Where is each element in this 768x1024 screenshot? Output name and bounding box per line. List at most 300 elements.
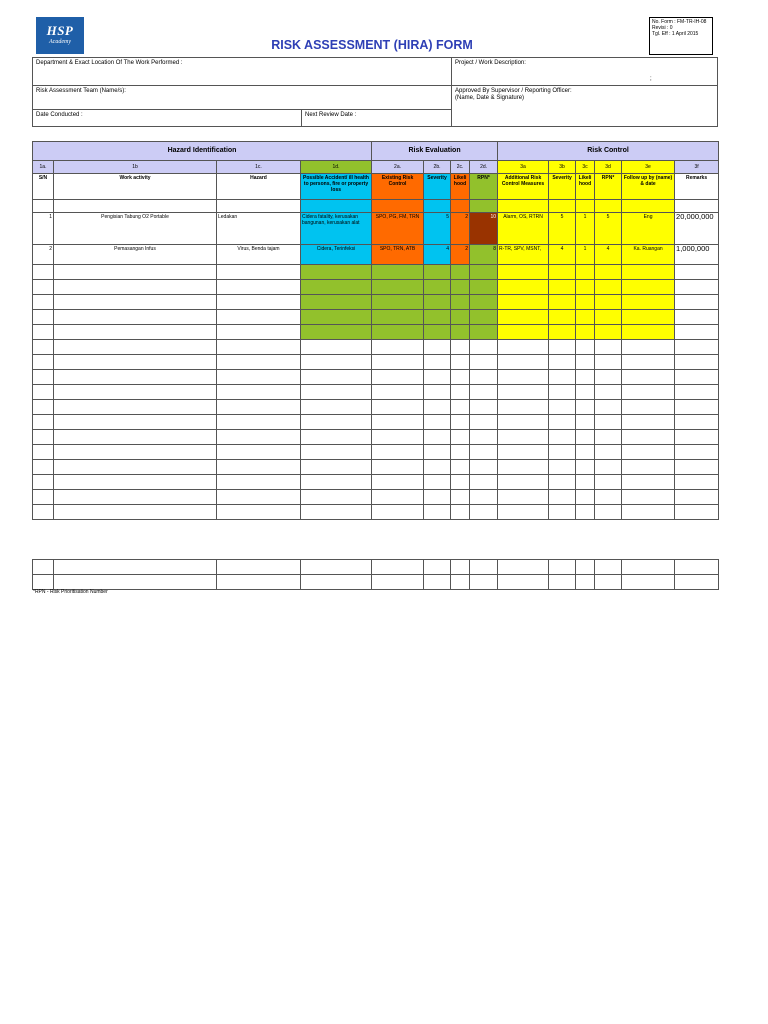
- empty-cell[interactable]: [217, 340, 301, 355]
- empty-cell[interactable]: [301, 310, 372, 325]
- empty-cell[interactable]: [675, 265, 719, 280]
- empty-cell[interactable]: [217, 310, 301, 325]
- empty-cell[interactable]: [470, 490, 498, 505]
- empty-cell[interactable]: [33, 490, 54, 505]
- empty-cell[interactable]: [595, 575, 622, 590]
- empty-cell[interactable]: [595, 460, 622, 475]
- empty-cell[interactable]: [675, 400, 719, 415]
- row-accident[interactable]: Cidera fatality, kerusakan bangunan, kerusakan alat: [301, 213, 372, 245]
- empty-cell[interactable]: [622, 475, 675, 490]
- empty-cell[interactable]: [217, 475, 301, 490]
- empty-cell[interactable]: [675, 430, 719, 445]
- empty-cell[interactable]: [301, 475, 372, 490]
- empty-cell[interactable]: [595, 430, 622, 445]
- empty-cell[interactable]: [451, 560, 470, 575]
- empty-cell[interactable]: [549, 295, 576, 310]
- empty-cell[interactable]: [470, 505, 498, 520]
- empty-cell[interactable]: [576, 265, 595, 280]
- row-likelihood-2[interactable]: 1: [576, 213, 595, 245]
- empty-cell[interactable]: [301, 460, 372, 475]
- empty-cell[interactable]: [301, 560, 372, 575]
- empty-cell[interactable]: [372, 385, 424, 400]
- empty-cell[interactable]: [33, 460, 54, 475]
- empty-cell[interactable]: [595, 505, 622, 520]
- empty-cell[interactable]: [675, 370, 719, 385]
- table-cell[interactable]: [470, 200, 498, 213]
- row-rpn[interactable]: 8: [470, 245, 498, 265]
- empty-cell[interactable]: [675, 325, 719, 340]
- empty-cell[interactable]: [675, 445, 719, 460]
- empty-cell[interactable]: [595, 265, 622, 280]
- empty-cell[interactable]: [576, 385, 595, 400]
- empty-cell[interactable]: [54, 490, 217, 505]
- empty-cell[interactable]: [576, 430, 595, 445]
- empty-cell[interactable]: [622, 575, 675, 590]
- empty-cell[interactable]: [372, 295, 424, 310]
- empty-cell[interactable]: [54, 460, 217, 475]
- empty-cell[interactable]: [470, 280, 498, 295]
- empty-cell[interactable]: [498, 310, 549, 325]
- empty-cell[interactable]: [33, 295, 54, 310]
- empty-cell[interactable]: [576, 280, 595, 295]
- row-followup[interactable]: Eng: [622, 213, 675, 245]
- empty-cell[interactable]: [549, 370, 576, 385]
- empty-cell[interactable]: [451, 340, 470, 355]
- next-review-field[interactable]: [302, 110, 452, 127]
- approved-field[interactable]: [452, 86, 718, 127]
- row-remarks[interactable]: 20,000,000: [675, 213, 719, 245]
- empty-cell[interactable]: [451, 265, 470, 280]
- empty-cell[interactable]: [576, 310, 595, 325]
- empty-cell[interactable]: [451, 575, 470, 590]
- empty-cell[interactable]: [424, 505, 451, 520]
- empty-cell[interactable]: [622, 490, 675, 505]
- empty-cell[interactable]: [498, 400, 549, 415]
- empty-cell[interactable]: [33, 310, 54, 325]
- empty-cell[interactable]: [372, 415, 424, 430]
- empty-cell[interactable]: [576, 370, 595, 385]
- empty-cell[interactable]: [595, 295, 622, 310]
- empty-cell[interactable]: [372, 475, 424, 490]
- empty-cell[interactable]: [54, 560, 217, 575]
- empty-cell[interactable]: [498, 385, 549, 400]
- table-cell[interactable]: [372, 200, 424, 213]
- empty-cell[interactable]: [301, 280, 372, 295]
- project-field[interactable]: [452, 58, 718, 86]
- table-cell[interactable]: [54, 200, 217, 213]
- empty-cell[interactable]: [451, 445, 470, 460]
- empty-cell[interactable]: [424, 325, 451, 340]
- empty-cell[interactable]: [549, 310, 576, 325]
- empty-cell[interactable]: [675, 475, 719, 490]
- empty-cell[interactable]: [595, 400, 622, 415]
- empty-cell[interactable]: [576, 295, 595, 310]
- empty-cell[interactable]: [498, 490, 549, 505]
- empty-cell[interactable]: [33, 325, 54, 340]
- empty-cell[interactable]: [576, 325, 595, 340]
- empty-cell[interactable]: [622, 430, 675, 445]
- empty-cell[interactable]: [372, 575, 424, 590]
- empty-cell[interactable]: [549, 325, 576, 340]
- empty-cell[interactable]: [576, 490, 595, 505]
- empty-cell[interactable]: [301, 295, 372, 310]
- empty-cell[interactable]: [675, 355, 719, 370]
- empty-cell[interactable]: [372, 265, 424, 280]
- empty-cell[interactable]: [54, 325, 217, 340]
- empty-cell[interactable]: [424, 445, 451, 460]
- table-cell[interactable]: [576, 200, 595, 213]
- table-cell[interactable]: [498, 200, 549, 213]
- empty-cell[interactable]: [54, 445, 217, 460]
- empty-cell[interactable]: [595, 355, 622, 370]
- empty-cell[interactable]: [424, 490, 451, 505]
- empty-cell[interactable]: [622, 325, 675, 340]
- empty-cell[interactable]: [451, 460, 470, 475]
- empty-cell[interactable]: [576, 400, 595, 415]
- row-rpn-2[interactable]: 4: [595, 245, 622, 265]
- empty-cell[interactable]: [217, 460, 301, 475]
- empty-cell[interactable]: [301, 430, 372, 445]
- empty-cell[interactable]: [470, 340, 498, 355]
- row-sn[interactable]: 2: [33, 245, 54, 265]
- empty-cell[interactable]: [217, 265, 301, 280]
- empty-cell[interactable]: [451, 505, 470, 520]
- empty-cell[interactable]: [498, 325, 549, 340]
- empty-cell[interactable]: [595, 280, 622, 295]
- empty-cell[interactable]: [595, 325, 622, 340]
- empty-cell[interactable]: [301, 385, 372, 400]
- empty-cell[interactable]: [217, 280, 301, 295]
- empty-cell[interactable]: [622, 385, 675, 400]
- empty-cell[interactable]: [498, 475, 549, 490]
- empty-cell[interactable]: [301, 370, 372, 385]
- empty-cell[interactable]: [498, 295, 549, 310]
- empty-cell[interactable]: [622, 460, 675, 475]
- empty-cell[interactable]: [498, 575, 549, 590]
- empty-cell[interactable]: [549, 460, 576, 475]
- row-additional-control[interactable]: R-TR, SPV, MSNT,: [498, 245, 549, 265]
- empty-cell[interactable]: [498, 560, 549, 575]
- empty-cell[interactable]: [372, 325, 424, 340]
- empty-cell[interactable]: [675, 385, 719, 400]
- empty-cell[interactable]: [301, 340, 372, 355]
- row-severity-2[interactable]: 5: [549, 213, 576, 245]
- empty-cell[interactable]: [372, 280, 424, 295]
- empty-cell[interactable]: [595, 370, 622, 385]
- empty-cell[interactable]: [470, 310, 498, 325]
- empty-cell[interactable]: [470, 370, 498, 385]
- empty-cell[interactable]: [549, 280, 576, 295]
- date-conducted-field[interactable]: [33, 110, 302, 127]
- empty-cell[interactable]: [576, 415, 595, 430]
- empty-cell[interactable]: [372, 370, 424, 385]
- empty-cell[interactable]: [424, 355, 451, 370]
- empty-cell[interactable]: [424, 340, 451, 355]
- row-accident[interactable]: Cidera, Terinfeksi: [301, 245, 372, 265]
- empty-cell[interactable]: [470, 385, 498, 400]
- empty-cell[interactable]: [33, 560, 54, 575]
- empty-cell[interactable]: [217, 415, 301, 430]
- row-likelihood[interactable]: 2: [451, 213, 470, 245]
- empty-cell[interactable]: [424, 560, 451, 575]
- empty-cell[interactable]: [451, 310, 470, 325]
- empty-cell[interactable]: [595, 560, 622, 575]
- department-field[interactable]: [33, 58, 452, 86]
- empty-cell[interactable]: [54, 505, 217, 520]
- row-likelihood-2[interactable]: 1: [576, 245, 595, 265]
- empty-cell[interactable]: [498, 505, 549, 520]
- empty-cell[interactable]: [576, 505, 595, 520]
- empty-cell[interactable]: [33, 355, 54, 370]
- empty-cell[interactable]: [54, 355, 217, 370]
- empty-cell[interactable]: [33, 400, 54, 415]
- empty-cell[interactable]: [576, 560, 595, 575]
- table-cell[interactable]: [424, 200, 451, 213]
- empty-cell[interactable]: [470, 445, 498, 460]
- empty-cell[interactable]: [372, 460, 424, 475]
- empty-cell[interactable]: [549, 430, 576, 445]
- empty-cell[interactable]: [470, 430, 498, 445]
- empty-cell[interactable]: [33, 505, 54, 520]
- empty-cell[interactable]: [217, 295, 301, 310]
- empty-cell[interactable]: [470, 575, 498, 590]
- empty-cell[interactable]: [451, 325, 470, 340]
- empty-cell[interactable]: [549, 445, 576, 460]
- empty-cell[interactable]: [33, 370, 54, 385]
- empty-cell[interactable]: [498, 430, 549, 445]
- empty-cell[interactable]: [301, 325, 372, 340]
- empty-cell[interactable]: [622, 295, 675, 310]
- empty-cell[interactable]: [470, 415, 498, 430]
- empty-cell[interactable]: [372, 505, 424, 520]
- empty-cell[interactable]: [675, 415, 719, 430]
- empty-cell[interactable]: [451, 295, 470, 310]
- empty-cell[interactable]: [451, 280, 470, 295]
- empty-cell[interactable]: [498, 460, 549, 475]
- empty-cell[interactable]: [622, 505, 675, 520]
- empty-cell[interactable]: [33, 475, 54, 490]
- empty-cell[interactable]: [622, 415, 675, 430]
- empty-cell[interactable]: [470, 560, 498, 575]
- empty-cell[interactable]: [675, 310, 719, 325]
- empty-cell[interactable]: [217, 445, 301, 460]
- empty-cell[interactable]: [470, 295, 498, 310]
- empty-cell[interactable]: [549, 490, 576, 505]
- empty-cell[interactable]: [217, 430, 301, 445]
- empty-cell[interactable]: [54, 575, 217, 590]
- empty-cell[interactable]: [424, 280, 451, 295]
- empty-cell[interactable]: [424, 385, 451, 400]
- empty-cell[interactable]: [451, 400, 470, 415]
- empty-cell[interactable]: [372, 560, 424, 575]
- empty-cell[interactable]: [301, 445, 372, 460]
- empty-cell[interactable]: [54, 340, 217, 355]
- empty-cell[interactable]: [576, 475, 595, 490]
- row-rpn[interactable]: 10: [470, 213, 498, 245]
- row-followup[interactable]: Ka. Ruangan: [622, 245, 675, 265]
- empty-cell[interactable]: [54, 265, 217, 280]
- empty-cell[interactable]: [372, 310, 424, 325]
- empty-cell[interactable]: [622, 400, 675, 415]
- empty-cell[interactable]: [622, 355, 675, 370]
- row-severity-2[interactable]: 4: [549, 245, 576, 265]
- empty-cell[interactable]: [549, 340, 576, 355]
- empty-cell[interactable]: [301, 490, 372, 505]
- empty-cell[interactable]: [424, 575, 451, 590]
- empty-cell[interactable]: [301, 265, 372, 280]
- empty-cell[interactable]: [595, 310, 622, 325]
- empty-cell[interactable]: [549, 385, 576, 400]
- table-cell[interactable]: [595, 200, 622, 213]
- empty-cell[interactable]: [675, 280, 719, 295]
- row-remarks[interactable]: 1,000,000: [675, 245, 719, 265]
- empty-cell[interactable]: [33, 265, 54, 280]
- empty-cell[interactable]: [675, 460, 719, 475]
- empty-cell[interactable]: [451, 490, 470, 505]
- empty-cell[interactable]: [301, 355, 372, 370]
- empty-cell[interactable]: [54, 295, 217, 310]
- empty-cell[interactable]: [576, 575, 595, 590]
- table-cell[interactable]: [217, 200, 301, 213]
- empty-cell[interactable]: [595, 490, 622, 505]
- empty-cell[interactable]: [54, 415, 217, 430]
- empty-cell[interactable]: [470, 325, 498, 340]
- empty-cell[interactable]: [33, 415, 54, 430]
- empty-cell[interactable]: [622, 310, 675, 325]
- empty-cell[interactable]: [470, 400, 498, 415]
- empty-cell[interactable]: [301, 505, 372, 520]
- empty-cell[interactable]: [33, 575, 54, 590]
- table-cell[interactable]: [451, 200, 470, 213]
- row-rpn-2[interactable]: 5: [595, 213, 622, 245]
- empty-cell[interactable]: [451, 430, 470, 445]
- empty-cell[interactable]: [498, 280, 549, 295]
- empty-cell[interactable]: [622, 280, 675, 295]
- row-activity[interactable]: Pengisian Tabung O2 Portable: [54, 213, 217, 245]
- empty-cell[interactable]: [33, 340, 54, 355]
- empty-cell[interactable]: [451, 370, 470, 385]
- empty-cell[interactable]: [595, 340, 622, 355]
- empty-cell[interactable]: [217, 560, 301, 575]
- empty-cell[interactable]: [372, 400, 424, 415]
- empty-cell[interactable]: [372, 445, 424, 460]
- empty-cell[interactable]: [54, 385, 217, 400]
- row-existing-control[interactable]: SPO, TRN, ATB: [372, 245, 424, 265]
- empty-cell[interactable]: [217, 575, 301, 590]
- empty-cell[interactable]: [424, 265, 451, 280]
- empty-cell[interactable]: [33, 445, 54, 460]
- table-cell[interactable]: [301, 200, 372, 213]
- empty-cell[interactable]: [451, 355, 470, 370]
- empty-cell[interactable]: [424, 460, 451, 475]
- row-hazard[interactable]: Ledakan: [217, 213, 301, 245]
- empty-cell[interactable]: [424, 370, 451, 385]
- empty-cell[interactable]: [424, 475, 451, 490]
- empty-cell[interactable]: [549, 415, 576, 430]
- empty-cell[interactable]: [498, 370, 549, 385]
- empty-cell[interactable]: [217, 400, 301, 415]
- empty-cell[interactable]: [470, 460, 498, 475]
- empty-cell[interactable]: [424, 415, 451, 430]
- empty-cell[interactable]: [498, 265, 549, 280]
- row-activity[interactable]: Pemasangan Infus: [54, 245, 217, 265]
- empty-cell[interactable]: [451, 385, 470, 400]
- row-existing-control[interactable]: SPO, PG, FM, TRN: [372, 213, 424, 245]
- empty-cell[interactable]: [498, 445, 549, 460]
- empty-cell[interactable]: [549, 505, 576, 520]
- empty-cell[interactable]: [54, 400, 217, 415]
- empty-cell[interactable]: [33, 430, 54, 445]
- empty-cell[interactable]: [675, 505, 719, 520]
- empty-cell[interactable]: [451, 475, 470, 490]
- empty-cell[interactable]: [217, 490, 301, 505]
- empty-cell[interactable]: [470, 475, 498, 490]
- empty-cell[interactable]: [372, 355, 424, 370]
- empty-cell[interactable]: [217, 385, 301, 400]
- empty-cell[interactable]: [217, 325, 301, 340]
- empty-cell[interactable]: [33, 280, 54, 295]
- empty-cell[interactable]: [301, 400, 372, 415]
- empty-cell[interactable]: [372, 490, 424, 505]
- empty-cell[interactable]: [549, 400, 576, 415]
- empty-cell[interactable]: [424, 400, 451, 415]
- empty-cell[interactable]: [595, 445, 622, 460]
- empty-cell[interactable]: [549, 355, 576, 370]
- empty-cell[interactable]: [675, 340, 719, 355]
- empty-cell[interactable]: [498, 415, 549, 430]
- empty-cell[interactable]: [217, 370, 301, 385]
- table-cell[interactable]: [549, 200, 576, 213]
- empty-cell[interactable]: [675, 295, 719, 310]
- empty-cell[interactable]: [54, 430, 217, 445]
- empty-cell[interactable]: [424, 430, 451, 445]
- empty-cell[interactable]: [622, 265, 675, 280]
- empty-cell[interactable]: [372, 430, 424, 445]
- row-severity[interactable]: 4: [424, 245, 451, 265]
- empty-cell[interactable]: [549, 265, 576, 280]
- empty-cell[interactable]: [424, 295, 451, 310]
- empty-cell[interactable]: [622, 560, 675, 575]
- row-severity[interactable]: 5: [424, 213, 451, 245]
- empty-cell[interactable]: [675, 490, 719, 505]
- empty-cell[interactable]: [498, 340, 549, 355]
- empty-cell[interactable]: [595, 415, 622, 430]
- table-cell[interactable]: [33, 200, 54, 213]
- empty-cell[interactable]: [498, 355, 549, 370]
- empty-cell[interactable]: [675, 560, 719, 575]
- empty-cell[interactable]: [451, 415, 470, 430]
- empty-cell[interactable]: [622, 370, 675, 385]
- empty-cell[interactable]: [301, 415, 372, 430]
- empty-cell[interactable]: [54, 475, 217, 490]
- empty-cell[interactable]: [576, 460, 595, 475]
- empty-cell[interactable]: [622, 340, 675, 355]
- empty-cell[interactable]: [675, 575, 719, 590]
- row-additional-control[interactable]: Alarm, OS, RTRN: [498, 213, 549, 245]
- row-sn[interactable]: 1: [33, 213, 54, 245]
- empty-cell[interactable]: [470, 265, 498, 280]
- empty-cell[interactable]: [470, 355, 498, 370]
- empty-cell[interactable]: [595, 385, 622, 400]
- empty-cell[interactable]: [424, 310, 451, 325]
- table-cell[interactable]: [675, 200, 719, 213]
- empty-cell[interactable]: [301, 575, 372, 590]
- empty-cell[interactable]: [576, 445, 595, 460]
- empty-cell[interactable]: [549, 475, 576, 490]
- table-cell[interactable]: [622, 200, 675, 213]
- empty-cell[interactable]: [217, 355, 301, 370]
- empty-cell[interactable]: [54, 280, 217, 295]
